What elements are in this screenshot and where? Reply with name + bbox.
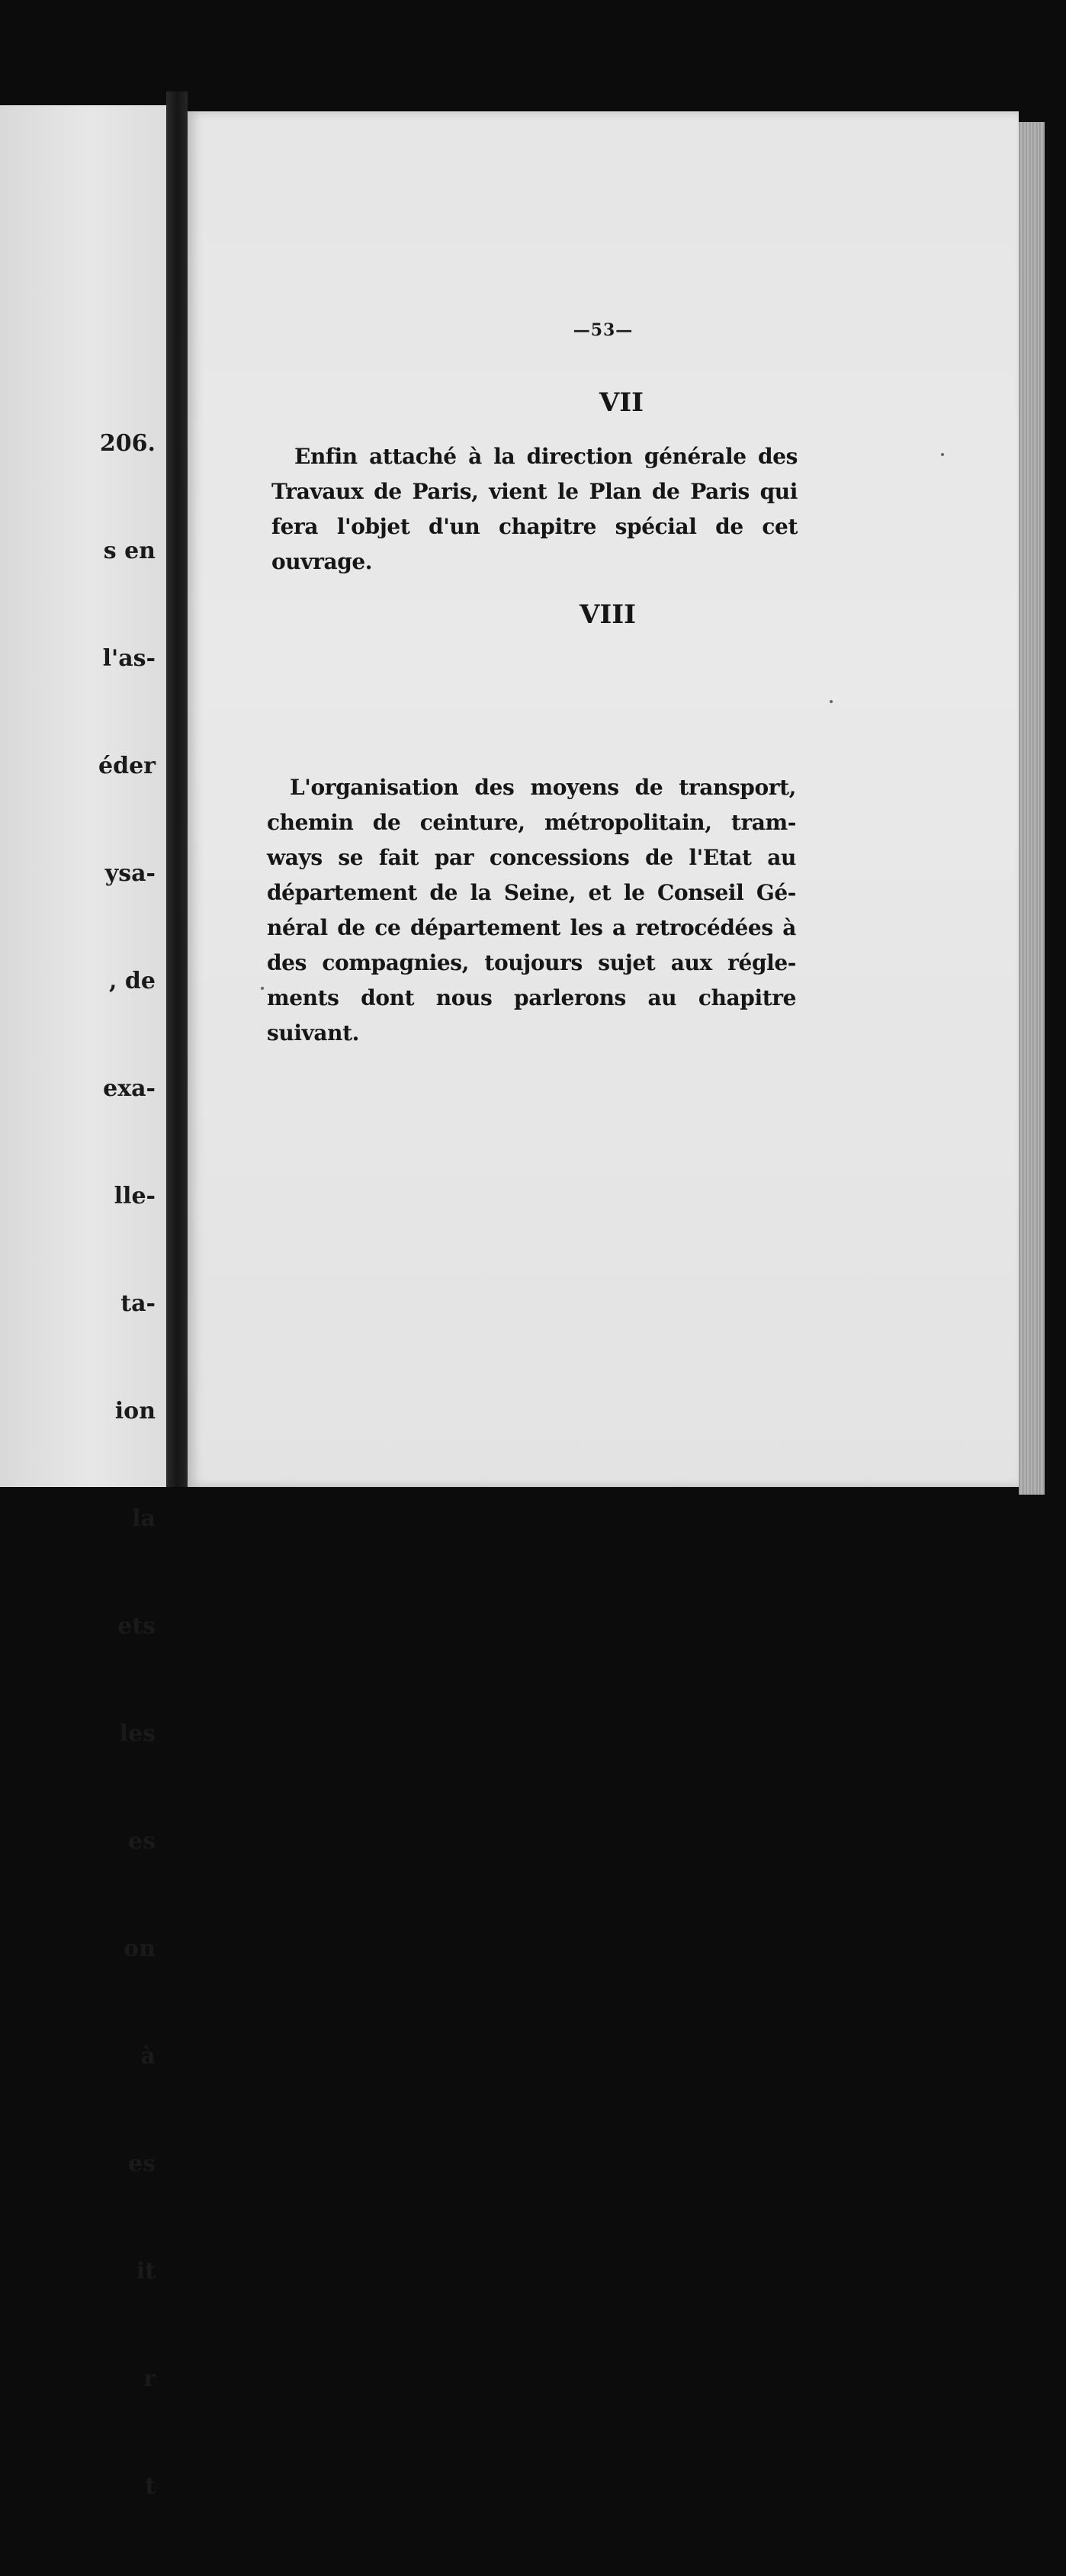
left-line: lle- — [114, 1183, 156, 1209]
paper-speck — [830, 700, 833, 703]
left-page-text — [98, 354, 156, 2576]
section-heading-vii: VII — [599, 387, 644, 418]
left-line: les — [119, 1720, 156, 1747]
left-line: it — [136, 2258, 156, 2285]
text-line: Enfin attaché à la direction générale des — [294, 444, 798, 469]
text-line: chemin de ceinture, métropolitain, tram- — [267, 810, 796, 835]
left-line: t — [145, 2473, 156, 2500]
paragraph-vii — [271, 439, 798, 580]
left-line: , de — [109, 968, 156, 994]
left-line: ion — [114, 1398, 156, 1425]
left-line: es — [128, 1828, 156, 1855]
text-line: des compagnies, toujours sujet aux régle- — [267, 950, 796, 975]
paragraph-viii — [267, 770, 796, 1051]
text-line: département de la Seine, et le Conseil Gé- — [267, 880, 796, 905]
left-line: ysa- — [104, 860, 156, 887]
paper-speck — [941, 453, 944, 456]
left-line: éder — [98, 753, 156, 779]
left-line: ets — [117, 1613, 156, 1640]
left-page — [0, 105, 166, 2500]
left-line: 206. — [99, 430, 156, 457]
left-line: on — [124, 1935, 156, 1962]
text-line: suivant. — [267, 1020, 360, 1045]
text-line: L'organisation des moyens de transport, — [290, 775, 796, 800]
page-fore-edge — [1019, 122, 1045, 1495]
right-page — [188, 111, 1019, 1487]
left-line: à — [140, 2043, 156, 2070]
left-line: l'as- — [102, 645, 156, 672]
left-line: exa- — [103, 1075, 156, 1102]
page-number: —53— — [573, 320, 634, 340]
left-line: es — [128, 2150, 156, 2177]
paper-speck — [261, 987, 264, 990]
text-line: fera l'objet d'un chapitre spécial de cet — [271, 514, 798, 539]
left-line: s en — [103, 538, 156, 564]
text-line: ments dont nous parlerons au chapitre — [267, 985, 796, 1010]
text-line: ouvrage. — [271, 549, 373, 574]
section-heading-viii: VIII — [579, 599, 637, 630]
left-line: ta- — [120, 1290, 156, 1317]
left-line: r — [143, 2366, 156, 2392]
book-spine — [166, 92, 188, 1487]
text-line: néral de ce département les a retrocédées à — [267, 915, 796, 940]
text-line: Travaux de Paris, vient le Plan de Paris qui — [271, 479, 798, 504]
left-line: la — [132, 1505, 156, 1532]
text-line: ways se fait par concessions de l'Etat au — [267, 845, 796, 870]
